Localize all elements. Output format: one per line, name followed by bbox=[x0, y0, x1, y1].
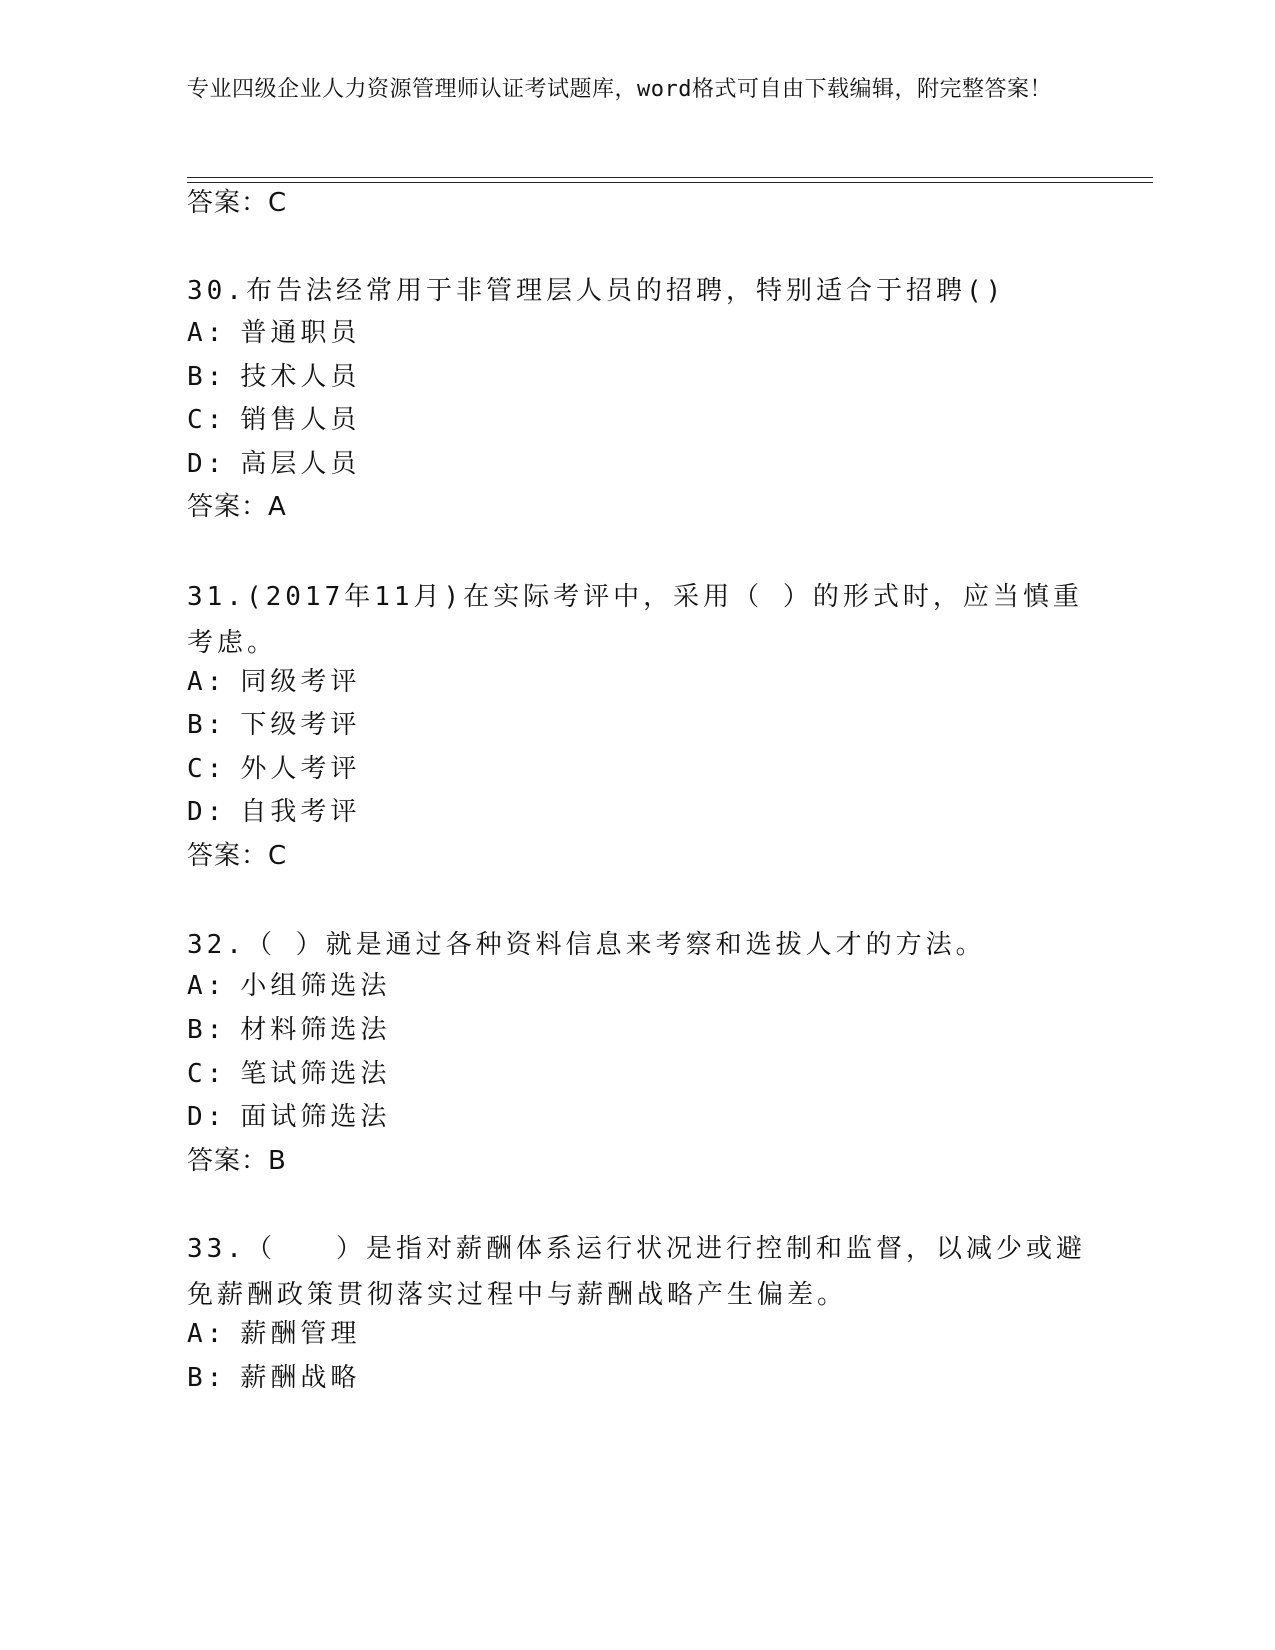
question-32-stem: 32.（ ）就是通过各种资料信息来考察和选拔人才的方法。 bbox=[187, 930, 986, 960]
question-32-option-b bbox=[187, 1014, 390, 1046]
option-key: B: bbox=[187, 362, 227, 392]
question-30-option-a bbox=[187, 317, 360, 349]
question-31-option-b bbox=[187, 709, 360, 741]
header-rule-bottom bbox=[187, 182, 1153, 183]
document-header: 专业四级企业人力资源管理师认证考试题库，word格式可自由下载编辑，附完整答案！ bbox=[187, 77, 1052, 102]
option-key: A: bbox=[187, 667, 227, 697]
question-33-option-b bbox=[187, 1362, 360, 1394]
question-32-option-a bbox=[187, 970, 390, 1002]
question-33-option-a bbox=[187, 1318, 360, 1350]
option-key: D: bbox=[187, 1102, 227, 1132]
option-key: B: bbox=[187, 1363, 227, 1393]
option-key: C: bbox=[187, 405, 227, 435]
option-key: A: bbox=[187, 971, 227, 1001]
header-rule-top bbox=[187, 177, 1153, 178]
question-33-stem: 33.（ ）是指对薪酬体系运行状况进行控制和监督，以减少或避免薪酬政策贯彻落实过程中与薪酬战略产生偏差。 bbox=[187, 1234, 1086, 1310]
option-text: 技术人员 bbox=[240, 362, 361, 392]
option-key: A: bbox=[187, 318, 227, 348]
question-32-option-c bbox=[187, 1058, 390, 1090]
option-key: B: bbox=[187, 710, 227, 740]
option-text: 材料筛选法 bbox=[240, 1015, 391, 1045]
question-30-answer: 答案：A bbox=[187, 492, 287, 522]
option-text: 自我考评 bbox=[240, 797, 361, 827]
option-text: 小组筛选法 bbox=[240, 971, 391, 1001]
question-30-option-c bbox=[187, 404, 360, 436]
option-text: 高层人员 bbox=[240, 449, 361, 479]
option-text: 下级考评 bbox=[240, 710, 361, 740]
option-key: D: bbox=[187, 797, 227, 827]
question-30-stem: 30.布告法经常用于非管理层人员的招聘，特别适合于招聘() bbox=[187, 276, 1006, 306]
option-text: 同级考评 bbox=[240, 667, 361, 697]
question-30-option-d bbox=[187, 448, 360, 480]
option-key: B: bbox=[187, 1015, 227, 1045]
question-31-option-c bbox=[187, 753, 360, 785]
option-key: C: bbox=[187, 1059, 227, 1089]
option-key: D: bbox=[187, 449, 227, 479]
question-32-answer: 答案：B bbox=[187, 1146, 287, 1176]
option-key: C: bbox=[187, 754, 227, 784]
option-text: 薪酬管理 bbox=[240, 1319, 361, 1349]
option-text: 薪酬战略 bbox=[240, 1363, 361, 1393]
question-30-option-b bbox=[187, 361, 360, 393]
question-31-option-a bbox=[187, 666, 360, 698]
option-text: 面试筛选法 bbox=[240, 1102, 391, 1132]
option-text: 笔试筛选法 bbox=[240, 1059, 391, 1089]
option-text: 普通职员 bbox=[240, 318, 361, 348]
question-31-answer: 答案：C bbox=[187, 841, 288, 871]
question-32-option-d bbox=[187, 1101, 390, 1133]
option-text: 外人考评 bbox=[240, 754, 361, 784]
answer-label: 答案：C bbox=[187, 188, 288, 218]
question-31-stem: 31.(2017年11月)在实际考评中，采用（ ）的形式时，应当慎重考虑。 bbox=[187, 582, 1083, 658]
option-text: 销售人员 bbox=[240, 405, 361, 435]
question-31-option-d bbox=[187, 796, 360, 828]
option-key: A: bbox=[187, 1319, 227, 1349]
